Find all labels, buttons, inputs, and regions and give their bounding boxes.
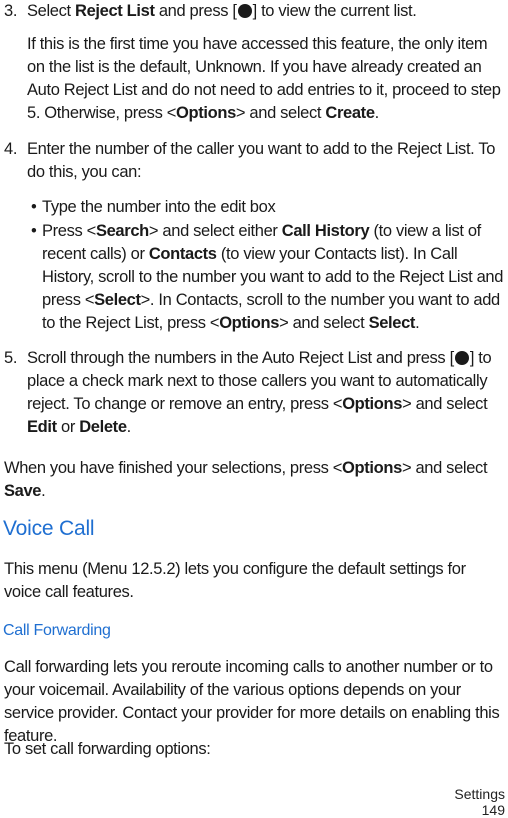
bullet-type-number: Type the number into the edit box xyxy=(42,198,276,216)
page-number: 149 xyxy=(481,802,505,818)
step-5-text: Scroll through the numbers in the Auto Reject List and press [ ] to place a check mark next to those callers you want to automatically reject. To change or remove an entry, press <Options> and select Edit or Delete. xyxy=(27,349,492,436)
finish-paragraph: When you have finished your selections, press <Options> and select Save. xyxy=(4,459,488,500)
bullet-marker: • xyxy=(31,198,37,216)
step-3-text: Select Reject List and press [ ] to view the current list. xyxy=(27,2,417,20)
bullet-search: Press <Search> and select either Call History (to view a list of recent calls) or Contacts (to view your Contacts list). In Call History, scroll to the number you want to add to the Reject List and press <Select>. In Contacts, scroll to the number you want to add to the Reject List, press <Options> and select Select. xyxy=(42,222,504,332)
select-key-icon xyxy=(238,4,252,18)
call-forwarding-instruction: To set call forwarding options: xyxy=(4,740,211,758)
step-5-number: 5. xyxy=(4,349,18,367)
call-forwarding-heading: Call Forwarding xyxy=(3,622,111,639)
step-3-number: 3. xyxy=(4,2,18,20)
page-footer xyxy=(454,786,505,818)
step-3-paragraph: If this is the first time you have accessed this feature, the only item on the list is the default, Unknown. If you have already created an Auto Reject List and do not need to add entries to it, proceed to step 5. Otherwise, press <Options> and select Create. xyxy=(27,35,501,122)
step-4-text: Enter the number of the caller you want to add to the Reject List. To do this, you can: xyxy=(27,140,496,181)
step-4-number: 4. xyxy=(4,140,18,158)
bullet-marker: • xyxy=(31,222,37,240)
voice-call-description: This menu (Menu 12.5.2) lets you configure the default settings for voice call features. xyxy=(4,560,466,601)
call-forwarding-description: Call forwarding lets you reroute incoming calls to another number or to your voicemail. Availability of the various options depends on your service provider. Contact your provider for more details on enabling this feature. xyxy=(4,658,500,745)
select-key-icon xyxy=(455,351,469,365)
reject-list-term: Reject List xyxy=(75,2,155,20)
voice-call-heading: Voice Call xyxy=(3,517,95,540)
section-name: Settings xyxy=(454,786,505,802)
